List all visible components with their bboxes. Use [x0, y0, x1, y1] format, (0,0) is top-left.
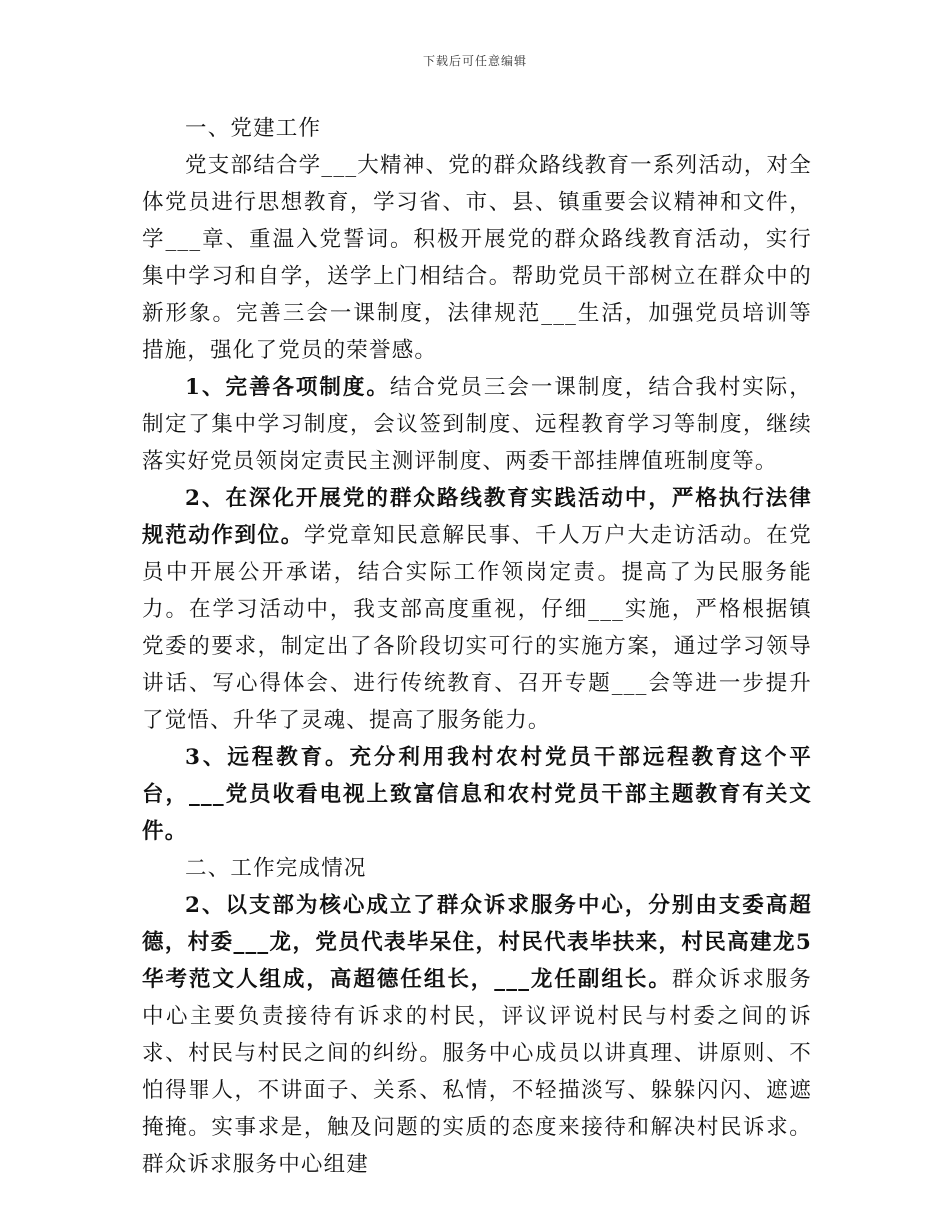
- document-body: [142, 110, 812, 1183]
- paragraph-text: 党支部结合学___大精神、党的群众路线教育一系列活动，对全体党员进行思想教育，学习省、市、县、镇重要会议精神和文件，学___章、重温入党誓词。积极开展党的群众路线教育活动，实行集中学习和自学，送学上门相结合。帮助党员干部树立在群众中的新形象。完善三会一课制度，法律规范___生活，加强党员培训等措施，强化了党员的荣誉感。: [142, 153, 812, 363]
- paragraph-item-2: [142, 480, 812, 739]
- paragraph-item-service-center: [142, 887, 812, 1183]
- page-header: 下载后可任意编辑: [422, 54, 527, 68]
- paragraph-lead: 1、完善各项制度。: [185, 375, 390, 400]
- paragraph-item-3: [142, 739, 812, 850]
- paragraph-text: 群众诉求服务中心主要负责接待有诉求的村民，评议评说村民与村委之间的诉求、村民与村民之间的纠纷。服务中心成员以讲真理、讲原则、不怕得罪人，不讲面子、关系、私情，不轻描淡写、躲躲闪闪、遮遮掩掩。实事求是，触及问题的实质的态度来接待和解决村民诉求。群众诉求服务中心组建: [142, 967, 812, 1177]
- paragraph-intro: [142, 147, 812, 369]
- paragraph-lead: 2、以支部为核心成立了群众诉求服务中心，分别由支委高超德，村委___龙，党员代表毕呆住，村民代表毕扶来，村民高建龙5华考范文人组成，高超德任组长，___龙任副组长。: [142, 893, 812, 992]
- paragraph-lead: 2、在深化开展党的群众路线教育实践活动中，严格执行法律规范动作到位。: [142, 486, 812, 548]
- paragraph-text: 结合党员三会一课制度，结合我村实际，制定了集中学习制度，会议签到制度、远程教育学习等制度，继续落实好党员领岗定责民主测评制度、两委干部挂牌值班制度等。: [142, 375, 812, 474]
- paragraph-lead: 3、远程教育。充分利用我村农村党员干部远程教育这个平台，___党员收看电视上致富信息和农村党员干部主题教育有关文件。: [142, 745, 812, 844]
- paragraph-item-1: [142, 369, 812, 480]
- section-heading-party-building: 一、党建工作: [185, 116, 322, 141]
- paragraph-text: 学党章知民意解民事、千人万户大走访活动。在党员中开展公开承诺，结合实际工作领岗定责。提高了为民服务能力。在学习活动中，我支部高度重视，仔细___实施，严格根据镇党委的要求，制定出了各阶段切实可行的实施方案，通过学习领导讲话、写心得体会、进行传统教育、召开专题___会等进一步提升了觉悟、升华了灵魂、提高了服务能力。: [142, 523, 812, 733]
- section-heading-work-completion: 二、工作完成情况: [185, 856, 367, 881]
